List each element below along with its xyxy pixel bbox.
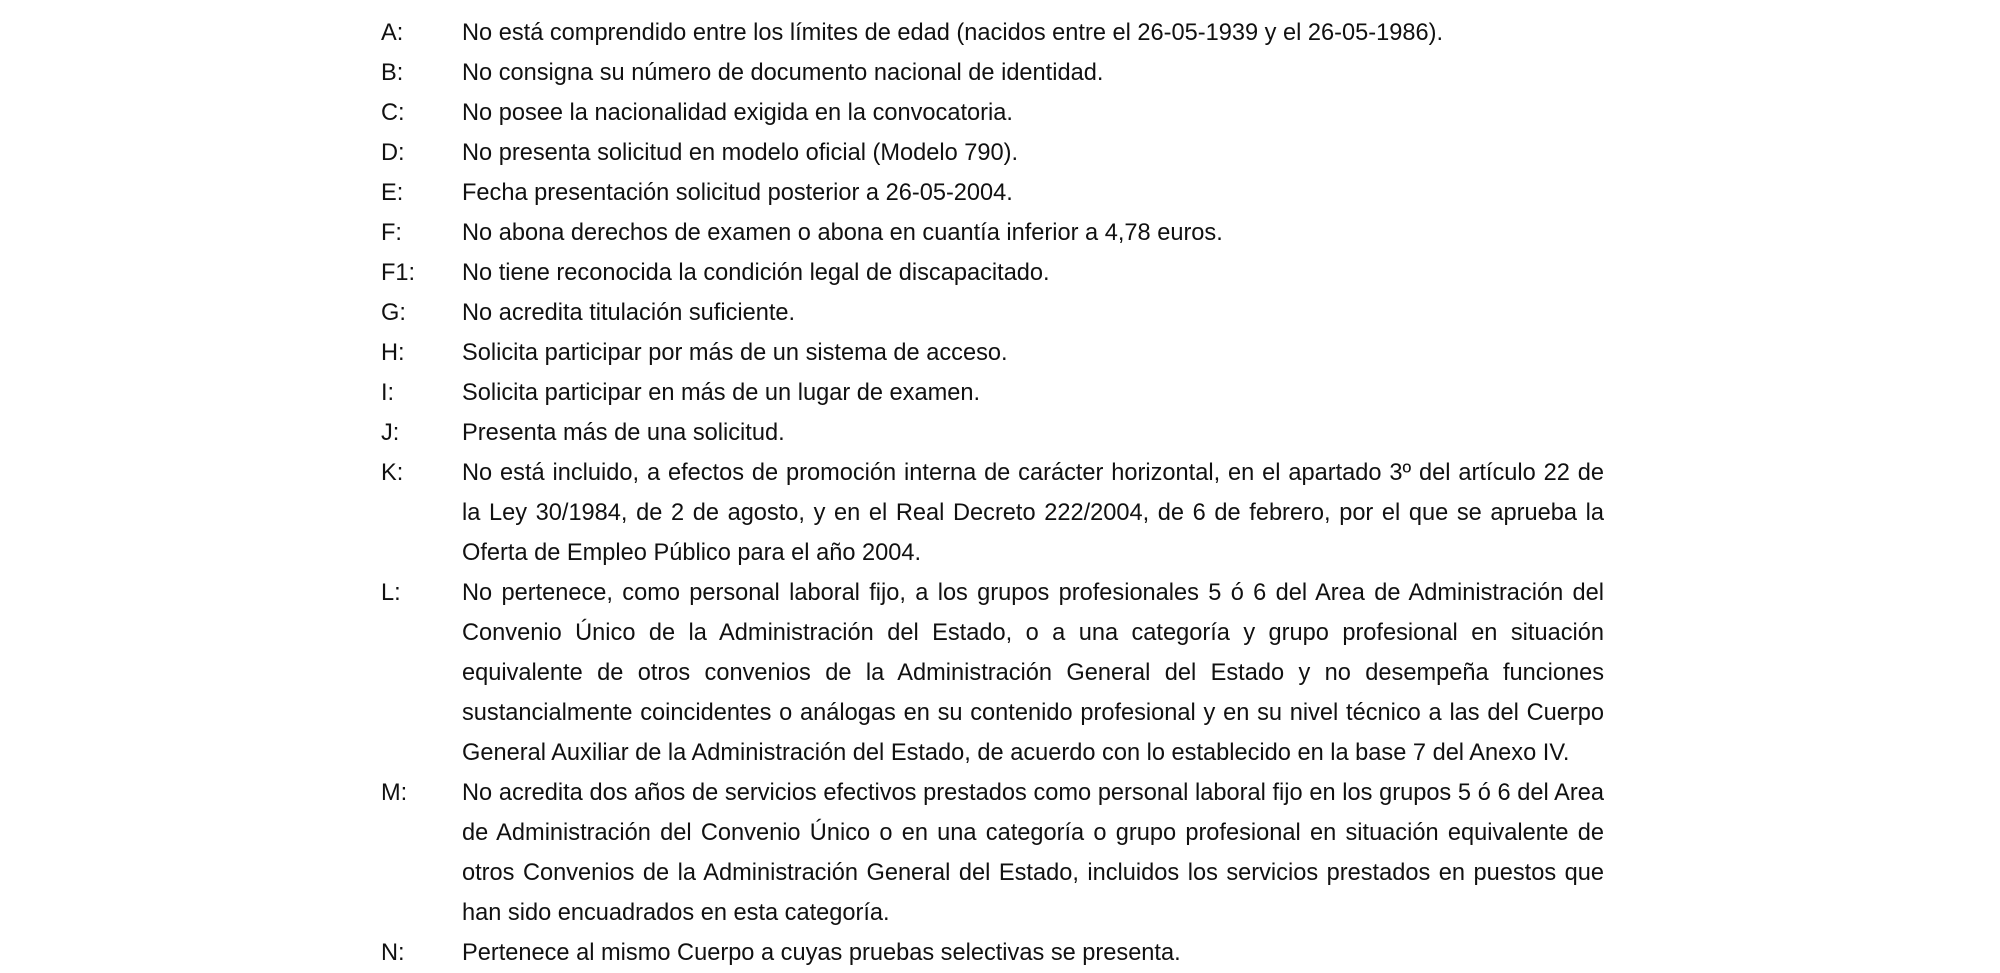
list-item bbox=[0, 293, 2000, 333]
item-description: No abona derechos de examen o abona en cuantía inferior a 4,78 euros. bbox=[462, 220, 1223, 246]
item-description: Fecha presentación solicitud posterior a 26-05-2004. bbox=[462, 180, 1013, 206]
list-item bbox=[0, 773, 2000, 933]
item-code: K: bbox=[381, 460, 404, 486]
item-description: No tiene reconocida la condición legal de discapacitado. bbox=[462, 260, 1050, 286]
list-item bbox=[0, 213, 2000, 253]
item-description: Solicita participar en más de un lugar de examen. bbox=[462, 380, 981, 406]
item-code: M: bbox=[381, 780, 408, 806]
item-code: E: bbox=[381, 180, 404, 206]
list-item bbox=[0, 13, 2000, 53]
item-description: No pertenece, como personal laboral fijo, a los grupos profesionales 5 ó 6 del Area de Administración del Convenio Único de la Administración del Estado, o a una categoría y grupo profesional en situación equivalente de otros convenios de la Administración General del Estado y no desempeña funciones sustancialmente coincidentes o análogas en su contenido profesional y en su nivel técnico a las del Cuerpo General Auxiliar de la Administración del Estado, de acuerdo con lo establecido en la base 7 del Anexo IV. bbox=[462, 580, 1604, 766]
item-code: D: bbox=[381, 140, 405, 166]
item-code: B: bbox=[381, 60, 404, 86]
item-description: No está comprendido entre los límites de edad (nacidos entre el 26-05-1939 y el 26-05-1986). bbox=[462, 20, 1444, 46]
list-item bbox=[0, 333, 2000, 373]
item-description: No acredita titulación suficiente. bbox=[462, 300, 796, 326]
item-code: G: bbox=[381, 300, 406, 326]
item-description: No está incluido, a efectos de promoción interna de carácter horizontal, en el apartado 3º del artículo 22 de la Ley 30/1984, de 2 de agosto, y en el Real Decreto 222/2004, de 6 de febrero, por el que se aprueba la Oferta de Empleo Público para el año 2004. bbox=[462, 460, 1604, 566]
list-item bbox=[0, 53, 2000, 93]
item-code: F1: bbox=[381, 260, 416, 286]
list-item bbox=[0, 933, 2000, 973]
item-code: J: bbox=[381, 420, 400, 446]
item-code: I: bbox=[381, 380, 395, 406]
list-item bbox=[0, 253, 2000, 293]
item-code: A: bbox=[381, 20, 404, 46]
item-code: L: bbox=[381, 580, 401, 606]
list-item bbox=[0, 93, 2000, 133]
item-description: No posee la nacionalidad exigida en la convocatoria. bbox=[462, 100, 1013, 126]
item-code: C: bbox=[381, 100, 405, 126]
list-item bbox=[0, 133, 2000, 173]
item-description: Pertenece al mismo Cuerpo a cuyas pruebas selectivas se presenta. bbox=[462, 940, 1181, 966]
list-item bbox=[0, 373, 2000, 413]
item-code: N: bbox=[381, 940, 405, 966]
item-code: H: bbox=[381, 340, 405, 366]
item-description: No consigna su número de documento nacional de identidad. bbox=[462, 60, 1104, 86]
item-code: F: bbox=[381, 220, 402, 246]
list-item bbox=[0, 453, 2000, 573]
item-description: Solicita participar por más de un sistema de acceso. bbox=[462, 340, 1008, 366]
list-item bbox=[0, 413, 2000, 453]
list-item bbox=[0, 573, 2000, 773]
item-description: Presenta más de una solicitud. bbox=[462, 420, 785, 446]
item-description: No presenta solicitud en modelo oficial (Modelo 790). bbox=[462, 140, 1019, 166]
list-item bbox=[0, 173, 2000, 213]
exclusion-codes-list bbox=[0, 13, 2000, 973]
item-description: No acredita dos años de servicios efectivos prestados como personal laboral fijo en los grupos 5 ó 6 del Area de Administración del Convenio Único o en una categoría o grupo profesional en situación equivalente de otros Convenios de la Administración General del Estado, incluidos los servicios prestados en puestos que han sido encuadrados en esta categoría. bbox=[462, 780, 1604, 926]
